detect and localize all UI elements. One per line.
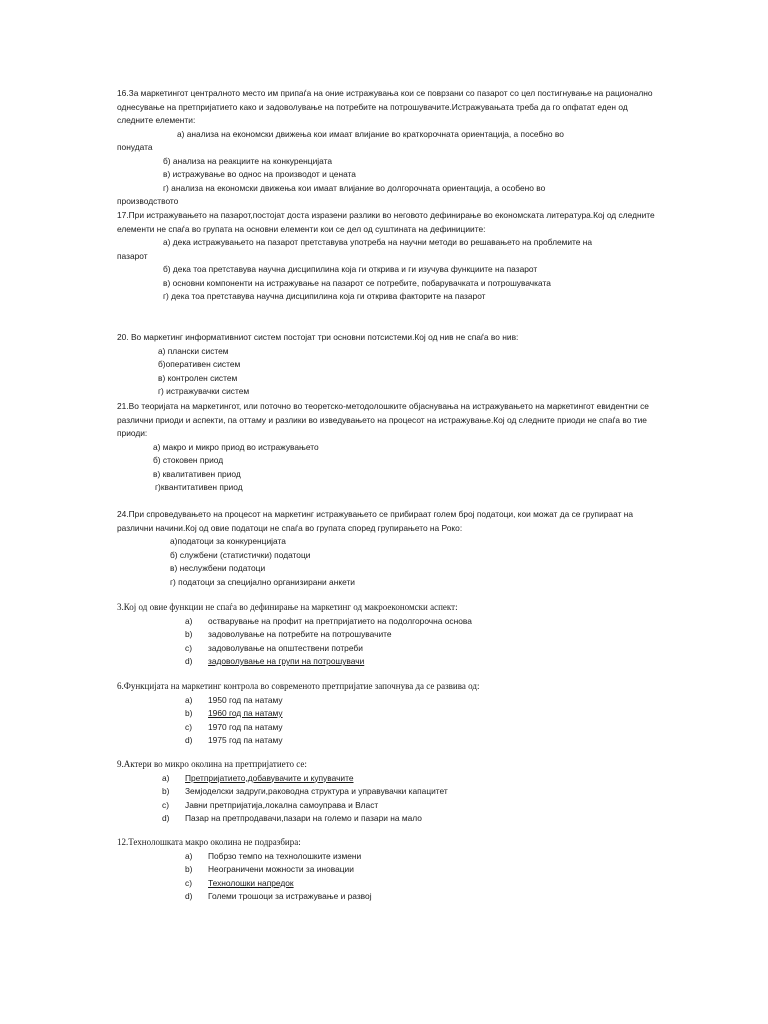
option-label: b) — [185, 708, 193, 718]
question-16-option-b: б) анализа на реакциите на конкуренцијата — [163, 155, 333, 166]
option-text: Јавни претпријатија,локална самоуправа и Власт — [185, 799, 379, 810]
question-17-option-b: б) дека тоа претставува научна дисципилина која ги открива и ги изучува функциите на пазарот — [163, 264, 538, 274]
question-3-option-b — [117, 628, 657, 642]
question-3-stem: 3.Кој од овие функции не спаѓа во дефинирање на маркетинг од макроекономски аспект: — [117, 602, 458, 612]
option-label: c) — [185, 642, 192, 653]
question-12 — [117, 836, 657, 904]
question-17-option-d: г) дека тоа претставува научна дисципилина која ги открива факторите на пазарот — [163, 291, 486, 301]
option-text: 1950 год па натаму — [208, 694, 283, 705]
question-16-option-d-continued: производството — [117, 196, 179, 206]
question-3-option-c — [117, 642, 657, 656]
question-20-stem: 20. Во маркетинг информативниот систем постојат три основни потсистеми.Кој од нив не спаѓа во нив: — [117, 332, 519, 342]
option-label: d) — [162, 813, 170, 823]
question-20 — [117, 331, 657, 399]
question-16-option-c: в) истражување во однос на производот и цената — [163, 169, 356, 179]
option-text: 1975 год па натаму — [208, 735, 283, 745]
question-21-option-c: в) квалитативен приод — [153, 468, 241, 479]
question-6-stem: 6.Функцијата на маркетинг контрола во современото претпријатие започнува да се развива од: — [117, 681, 480, 691]
question-17-option-a: а) дека истражувањето на пазарот претставува употреба на научни методи во решавањето на проблемите на — [163, 237, 593, 247]
question-3-option-a — [117, 615, 657, 629]
question-3-option-d — [117, 655, 657, 669]
question-9-stem: 9.Актери во микро околина на претпријатието се: — [117, 759, 307, 769]
option-label: a) — [162, 772, 170, 783]
question-20-option-c: в) контролен систем — [158, 372, 238, 383]
question-6 — [117, 680, 657, 748]
question-24-stem: 24.При спроведувањето на процесот на маркетинг истражувањето се прибираат голем број податоци, кои можат да се групираат на различни начини.Кој од овие податоци не спаѓа во групата според групирањето на Роко: — [117, 509, 634, 533]
question-17-option-a-continued: пазарот — [117, 250, 148, 261]
option-label: a) — [185, 615, 193, 626]
option-label: c) — [162, 799, 169, 810]
question-21-option-a: а) макро и микро приод во истражувањето — [153, 441, 319, 452]
question-16-stem: 16.За маркетингот централното место им припаѓа на оние истражувања кои се поврзани со пазарот со цел постигнување на рационално однесување на претпријатието како и задоволување на потребите на потрошувачите.Истражувањата треба да го опфатат еден од следните елементи: — [117, 88, 653, 125]
question-6-option-c — [117, 721, 657, 735]
question-16-option-d: г) анализа на економски движења кои имаат влијание во долгорочната ориентација, а особено во — [163, 182, 546, 193]
option-label: a) — [185, 850, 193, 861]
option-text: Побрзо темпо на технолошките измени — [208, 850, 362, 861]
option-text: задоволување на општествени потреби — [208, 642, 363, 653]
option-label: d) — [185, 735, 193, 745]
question-12-option-b — [117, 863, 657, 877]
question-24-option-c: в) неслужбени податоци — [170, 563, 266, 573]
question-12-option-a — [117, 850, 657, 864]
option-label: b) — [185, 864, 193, 874]
question-20-option-a: а) плански систем — [158, 345, 229, 356]
option-label: d) — [185, 656, 193, 666]
question-12-stem: 12.Технолошката макро околина не подразбира: — [117, 837, 301, 847]
option-text-marked-answer: 1960 год па натаму — [208, 708, 283, 718]
question-16 — [117, 87, 657, 209]
question-16-option-a-continued: понудата — [117, 142, 153, 152]
question-9 — [117, 758, 657, 826]
option-label: c) — [185, 721, 192, 732]
question-9-option-c — [117, 799, 657, 813]
option-text: Големи трошоци за истражување и развој — [208, 891, 372, 901]
question-21-option-b: б) стоковен приод — [153, 455, 224, 465]
question-21-option-d: г)квантитативен приод — [155, 482, 243, 492]
question-21-stem: 21.Во теоријата на маркетингот, или поточно во теоретско-методолошките објаснувања на истражувањето на маркетингот евидентни се различни приоди и аспекти, па оттаму и разлики во изведувањето на процесот на истражување.Кој од следните приоди не спаѓа во тие приоди: — [117, 401, 649, 438]
option-label: c) — [185, 877, 192, 888]
option-text: задоволување на потребите на потрошувачите — [208, 629, 392, 639]
option-text: Земјоделски задруги,раководна структура и управувачки капацитет — [185, 786, 448, 796]
question-6-option-d — [117, 734, 657, 748]
question-9-option-b — [117, 785, 657, 799]
question-6-option-a — [117, 694, 657, 708]
question-20-option-b: б)оперативен систем — [158, 359, 241, 369]
option-label: b) — [162, 786, 170, 796]
option-text: 1970 год па натаму — [208, 721, 283, 732]
option-label: a) — [185, 694, 193, 705]
question-12-option-d — [117, 890, 657, 904]
option-text-marked-answer: задоволување на групи на потрошувачи — [208, 656, 365, 666]
option-text: Пазар на претпродавачи,пазари на големо и пазари на мало — [185, 813, 422, 823]
question-17 — [117, 209, 657, 304]
option-text-marked-answer: Претпријатието,добавувачите и купувачите — [185, 772, 354, 783]
question-20-option-d: г) истражувачки систем — [158, 386, 250, 396]
question-16-option-a: а) анализа на економски движења кои имаат влијание во краткорочната ориентација, а посебно во — [177, 128, 564, 139]
option-label: b) — [185, 629, 193, 639]
option-text: Неограничени можности за иновации — [208, 864, 354, 874]
question-12-option-c — [117, 877, 657, 891]
option-label: d) — [185, 891, 193, 901]
question-17-option-c: в) основни компоненти на истражување на пазарот се потребите, побарувачката и потрошувачката — [163, 277, 551, 288]
question-24-option-d: г) податоци за специјално организирани анкети — [170, 576, 355, 587]
question-6-option-b — [117, 707, 657, 721]
question-21 — [117, 400, 657, 495]
question-24-option-b: б) службени (статистички) податоци — [170, 549, 311, 560]
question-24 — [117, 508, 657, 589]
option-text: остварување на профит на претпријатието на подолгорочна основа — [208, 615, 472, 626]
question-24-option-a: а)податоци за конкуренцијата — [170, 536, 286, 546]
question-17-stem: 17.При истражувањето на пазарот,постојат доста изразени разлики во неговото дефинирање во економската литература.Кој од следните елементи не спаѓа во групата на основни елементи кои се дел од суштината на дефинициите: — [117, 210, 655, 234]
option-text-marked-answer: Технолошки напредок — [208, 877, 294, 888]
question-3 — [117, 601, 657, 669]
question-9-option-d — [117, 812, 657, 826]
question-9-option-a — [117, 772, 657, 786]
